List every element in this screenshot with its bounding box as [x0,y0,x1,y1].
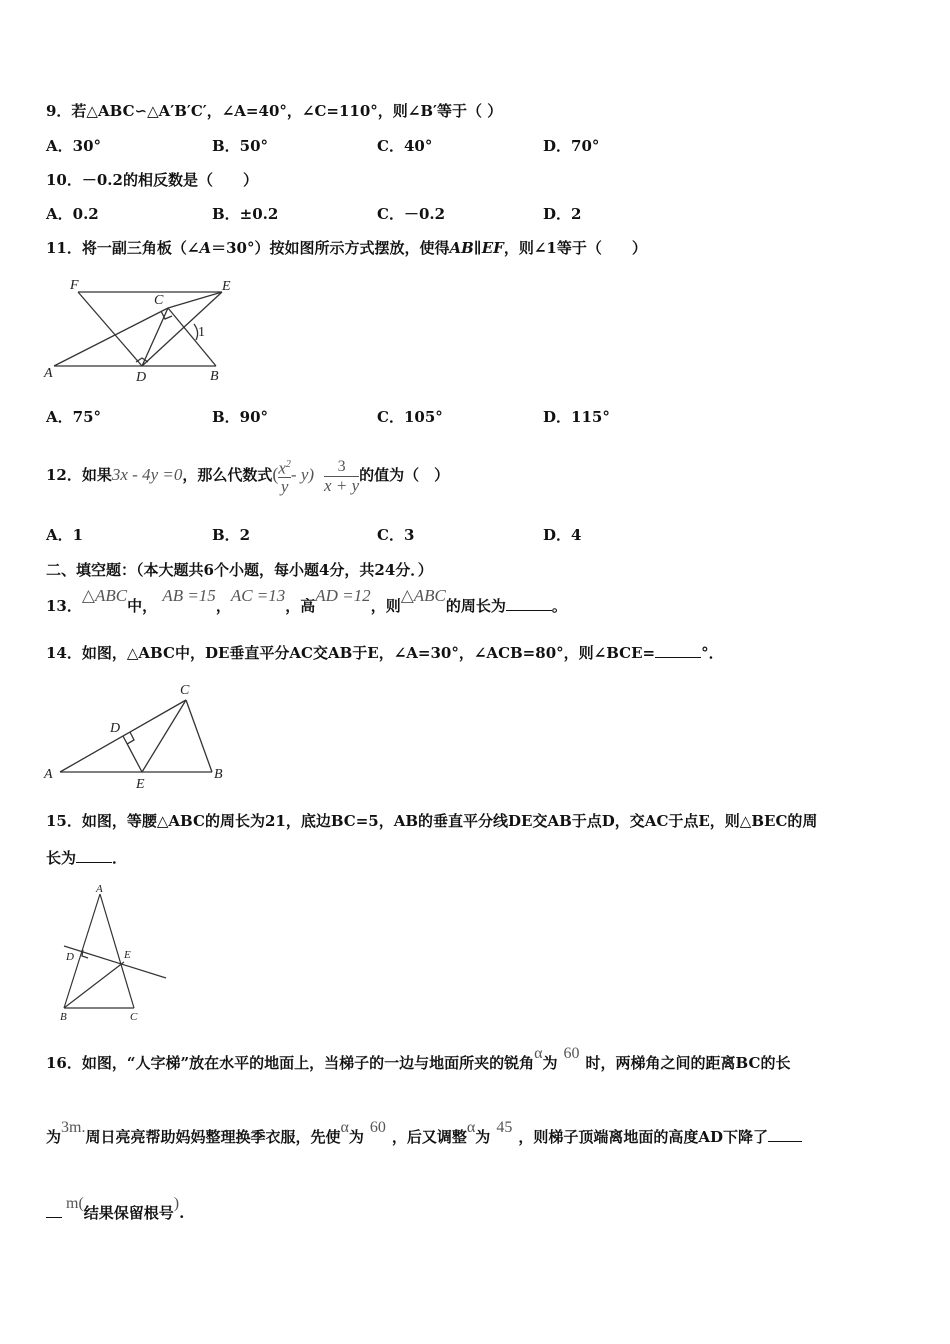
q16-alpha-1: α [534,1045,543,1062]
q12-option-c: C．3 [377,526,415,544]
q16-alpha-2: α [340,1119,349,1136]
section-2-title: 二、填空题：（本大题共6个小题，每小题4分，共24分．） [46,561,433,579]
q11-label-1: 1 [198,325,205,340]
q15-label-b: B [60,1011,67,1023]
q14-label-a: A [44,767,53,782]
q16-line-3: m(结果保留根号). [46,1196,184,1231]
q16-answer-blank-cont[interactable] [46,1203,62,1218]
q11-parallel: AB∥EF [449,239,504,257]
q12-fraction-2: $\frac{3}{x + y}$ [324,457,360,495]
q14-stem: 14．如图，△ABC中，DE垂直平分AC交AB于E，∠A=30°，∠ACB=80°，则∠BCE= °． [46,644,724,662]
q10-stem: 10．－0.2的相反数是（ ） [46,171,258,189]
q10-option-c: C．－0.2 [377,205,446,223]
q16-alpha-3: α [466,1119,476,1136]
q11-option-c: C．105° [377,408,443,426]
q12-stem: 12．如果3x - 4y =0，那么代数式( $\frac{x^2}{y}$ - y) $\frac{3}{x + y}$ 的值为（ ） [46,457,450,497]
q14-figure [44,680,234,792]
q12-condition: 3x - 4y =0 [111,465,183,484]
q12-option-d: D．4 [543,526,582,544]
q11-angle-a: ∠A [186,239,212,257]
q10-option-a: A．0.2 [46,205,99,223]
q11-label-d: D [136,370,147,385]
q11-figure [44,276,244,386]
q15-answer-blank[interactable] [76,848,112,863]
q15-stem-line-2: 长为 ． [46,849,128,867]
q12-option-b: B．2 [212,526,251,544]
q15-label-e: E [124,949,131,961]
q11-label-f: F [70,278,79,293]
q11-label-b: B [210,369,219,384]
q11-label-e: E [222,279,231,294]
q15-stem-line-1: 15．如图，等腰△ABC的周长为21，底边BC=5，AB的垂直平分线DE交AB于点D，交AC于点E，则△BEC的周 [46,812,818,830]
q15-label-a: A [96,883,103,895]
q9-option-d: D．70° [543,137,600,155]
q11-option-a: A．75° [46,408,102,426]
q15-label-c: C [130,1011,138,1023]
q14-answer-blank[interactable] [655,643,701,658]
q14-label-c: C [180,683,190,698]
q11-option-d: D．115° [543,408,610,426]
q14-label-b: B [214,767,223,782]
q12-fraction-1: $\frac{x^2}{y}$ [278,456,291,497]
q9-option-b: B．50° [212,137,269,155]
q16-line-2: 为3m.周日亮亮帮助妈妈整理换季衣服，先使α为60，后又调整α为45，则梯子顶端离地面的高度AD下降了 [46,1120,802,1155]
q11-label-c: C [154,293,164,308]
q11-stem: 11．将一副三角板（∠A＝30°）按如图所示方式摆放，使得AB∥EF，则∠1等于（ ） [46,239,647,257]
q13-answer-blank[interactable] [506,596,552,611]
q15-figure [52,884,182,1024]
q11-label-a: A [44,366,53,381]
q10-option-d: D．2 [543,205,582,223]
q12-option-a: A．1 [46,526,84,544]
q10-option-b: B．±0.2 [212,205,279,223]
q14-label-d: D [110,721,121,736]
q9-option-c: C．40° [377,137,433,155]
q9-stem: 9．若△ABC∽△A′B′C′，∠A=40°，∠C=110°，则∠B′等于（ ） [46,102,503,120]
q14-label-e: E [136,777,145,792]
q15-label-d: D [66,951,74,963]
q11-option-b: B．90° [212,408,269,426]
q13-stem: 13．△ABC中， AB =15，AC =13，高AD =12，则△ABC的周长为 。 [46,586,567,615]
q9-option-a: A．30° [46,137,102,155]
q16-answer-blank[interactable] [768,1127,802,1142]
q16-line-1: 16．如图，“人字梯”放在水平的地面上，当梯子的一边与地面所夹的锐角α为60时，两梯角之间的距离BC的长 [46,1045,791,1072]
